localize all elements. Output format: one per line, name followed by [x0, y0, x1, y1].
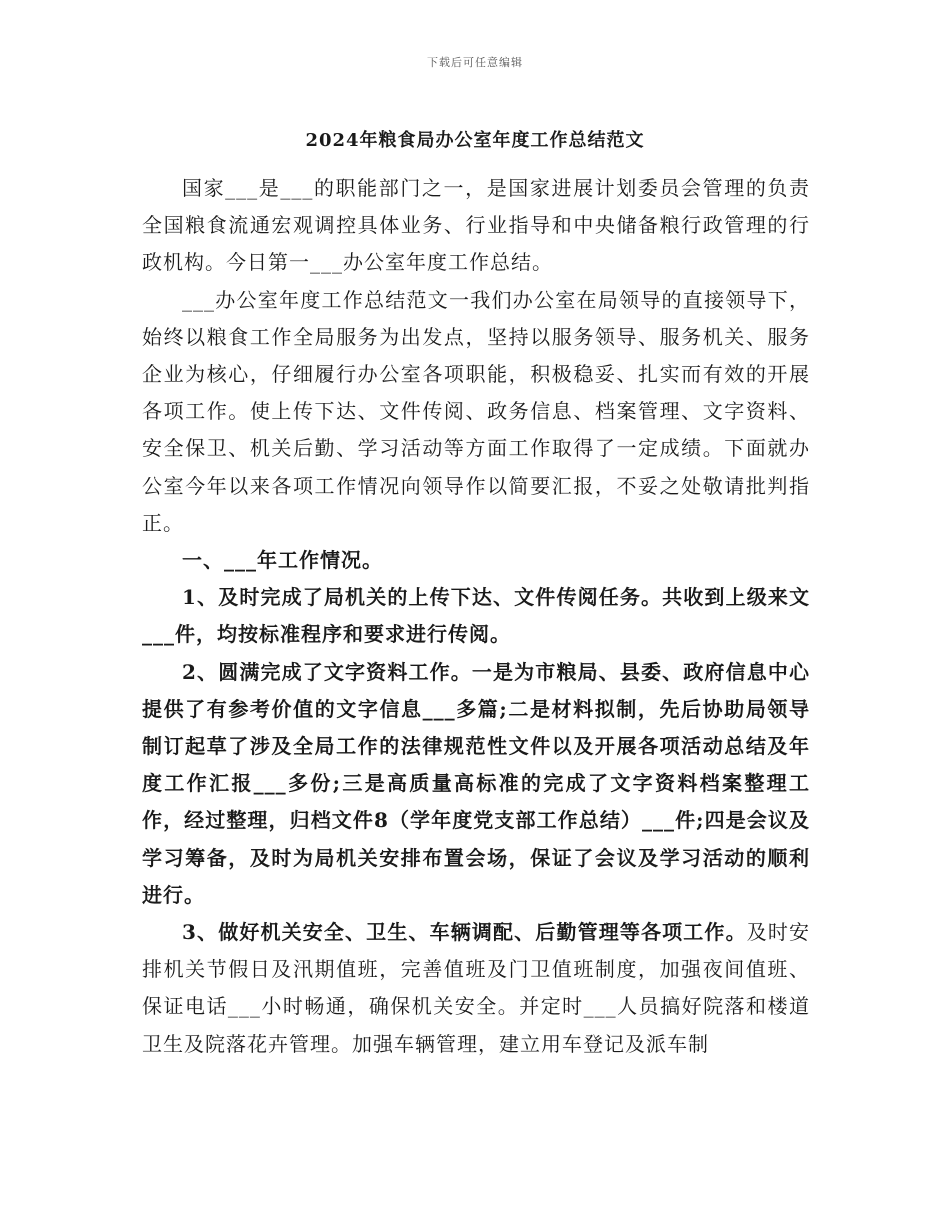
paragraph-item-3-body: 及时安排机关节假日及汛期值班，完善值班及门卫值班制度，加强夜间值班、保证电话___小时畅通，确保机关安全。并定时___人员搞好院落和楼道卫生及院落花卉管理。加强车辆管理，建立用车登记及派车制: [142, 920, 810, 1056]
paragraph-item-3-lead: 3、做好机关安全、卫生、车辆调配、后勤管理等各项工作。: [182, 920, 747, 945]
paragraph-summary: ___办公室年度工作总结范文一我们办公室在局领导的直接领导下，始终以粮食工作全局服务为出发点，坚持以服务领导、服务机关、服务企业为核心，仔细履行办公室各项职能，积极稳妥、扎实而有效的开展各项工作。使上传下达、文件传阅、政务信息、档案管理、文字资料、安全保卫、机关后勤、学习活动等方面工作取得了一定成绩。下面就办公室今年以来各项工作情况向领导作以简要汇报，不妥之处敬请批判指正。: [142, 287, 810, 535]
paragraph-item-1: 1、及时完成了局机关的上传下达、文件传阅任务。共收到上级来文___件，均按标准程序和要求进行传阅。: [142, 585, 810, 647]
document-body: [142, 170, 810, 1063]
paragraph-item-2: 2、圆满完成了文字资料工作。一是为市粮局、县委、政府信息中心提供了有参考价值的文字信息___多篇;二是材料拟制，先后协助局领导制订起草了涉及全局工作的法律规范性文件以及开展各项活动总结及年度工作汇报___多份;三是高质量高标准的完成了文字资料档案整理工作，经过整理，归档文件8（学年度党支部工作总结）___件;四是会议及学习筹备，及时为局机关安排布置会场，保证了会议及学习活动的顺利进行。: [142, 659, 810, 907]
section-heading: 一、___年工作情况。: [182, 548, 383, 573]
paragraph-item-3: [142, 914, 810, 1063]
header-note: 下载后可任意编辑: [427, 56, 523, 69]
document-title: 2024年粮食局办公室年度工作总结范文: [305, 130, 645, 151]
paragraph-intro: 国家___是___的职能部门之一，是国家进展计划委员会管理的负责全国粮食流通宏观调控具体业务、行业指导和中央储备粮行政管理的行政机构。今日第一___办公室年度工作总结。: [142, 176, 810, 275]
